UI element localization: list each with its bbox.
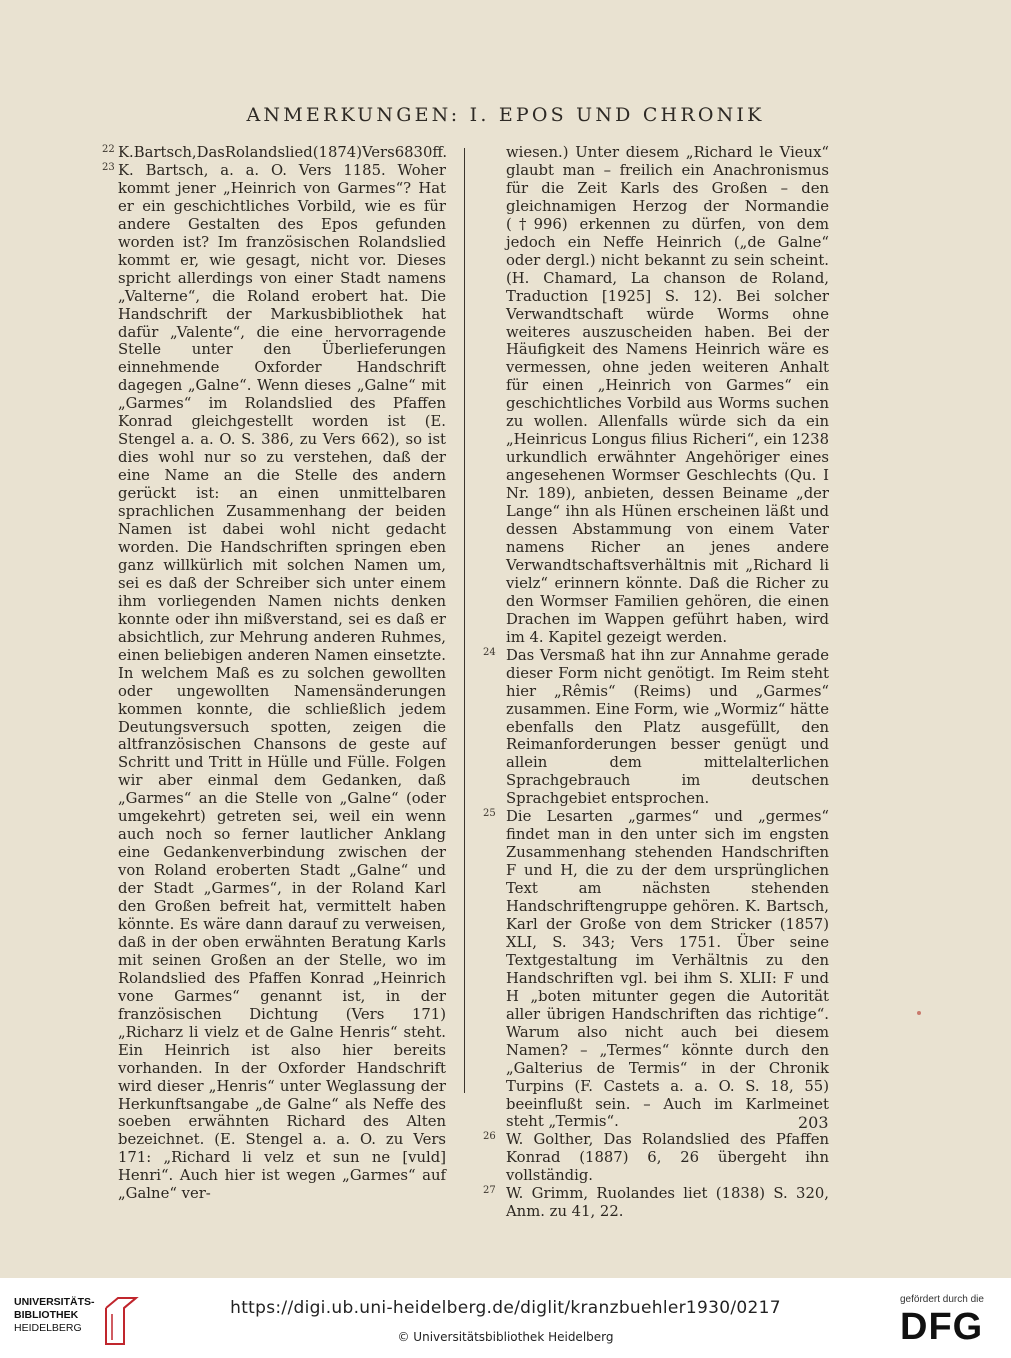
footnote-text: Das Versmaß hat ihn zur Annahme gerade dieser Form nicht genötigt. Im Reim steht hier „Rêmis“ (Reims) und „Garmes“ zusammen. Eine Form, wie „Wormiz“ hätte ebenfalls den Platz ausgefüllt, den Reimanforderungen besser genügt und allein dem mittelalterlichen Sprachgebrauch im deutschen Sprachgebiet entsprochen. xyxy=(506,646,829,808)
running-header: ANMERKUNGEN: I. EPOS UND CHRONIK xyxy=(246,104,765,126)
dfg-logo: DFG xyxy=(900,1306,984,1348)
funding-label: gefördert durch die xyxy=(900,1294,984,1305)
footnote-text: K. Bartsch, a. a. O. Vers 1185. Woher kommt jener „Heinrich von Garmes“? Hat er ein geschichtliches Vorbild, wie es für andere Gestalten des Epos gefunden worden ist? Im französischen Rolandslied kommt er, wie gesagt, nicht vor. Dieses spricht allerdings von einer Stadt namens „Valterne“, die Roland erobert hat. Die Handschrift der Markusbibliothek hat dafür „Valente“, die eine hervorragende Stelle unter den Überlieferungen einnehmende Oxforder Handschrift dagegen „Galne“. Wenn dieses „Galne“ mit „Garmes“ im Rolandslied des Pfaffen Konrad gleichgestellt worden ist (E. Stengel a. a. O. S. 386, zu Vers 662), so ist dies wohl nur so zu verstehen, daß der eine Name an die Stelle des andern gerückt ist: an einen unmittelbaren sprachlichen Zusammenhang der beiden Namen ist dabei wohl nicht gedacht worden. Die Handschriften springen eben ganz willkürlich mit solchen Namen um, sei es daß der Schreiber sich unter einem ihm vorliegenden Namen nichts denken konnte oder ihn mißverstand, sei es daß er absichtlich, zur Mehrung anderen Ruhmes, einen beliebigen anderen Namen einsetzte. In welchem Maß es zu solchen gewollten oder ungewollten Namensänderungen kommen konnte, die schließlich jedem Deutungsversuch spotten, zeigen die altfranzösischen Chansons de geste auf Schritt und Tritt in Hülle und Fülle. Folgen wir aber einmal dem Gedanken, daß „Garmes“ an die Stelle von „Galne“ (oder umgekehrt) getreten sei, weil ein wenn auch noch so ferner lautlicher Anklang eine Gedankenverbindung zwischen der von Roland eroberten Stadt „Galne“ und der Stadt „Garmes“, in der Roland Karl den Großen befreit hat, vermittelt haben könnte. Es wäre dann darauf zu verweisen, daß in der oben erwähnten Beratung Karls mit seinen Großen an der Stelle, wo im Rolandslied des Pfaffen Konrad „Heinrich vone Garmes“ genannt ist, in der französischen Dichtung (Vers 171) „Richarz li vielz et de Galne Henris“ steht. Ein Heinrich ist also hier bereits vorhanden. In der Oxforder Handschrift wird dieser „Henris“ unter Weglassung der Herkunftsangabe „de Galne“ als Neffe des soeben erwähnten Richard des Alten bezeichnet. (E. Stengel a. a. O. zu Vers 171: „Richard li velz et sun ne [vuld] Henri“. Auch hier ist wegen „Garmes“ auf „Galne“ ver- xyxy=(118,161,446,1203)
paper-speck xyxy=(917,1011,921,1015)
dfg-funding[interactable] xyxy=(900,1294,1000,1347)
library-name-line3: HEIDELBERG xyxy=(14,1322,82,1334)
page-number: 203 xyxy=(798,1113,829,1132)
column-divider xyxy=(464,148,465,1093)
footnote-25 xyxy=(482,808,829,1131)
footnote-23 xyxy=(104,162,446,1203)
footnote-number: 22 xyxy=(102,144,115,155)
footnote-number: 25 xyxy=(483,808,496,820)
footnote-number: 23 xyxy=(102,161,115,173)
footnote-22 xyxy=(104,144,446,162)
permalink-url[interactable]: https://digi.ub.uni-heidelberg.de/diglit/kranzbuehler1930/0217 xyxy=(230,1298,781,1318)
viewer-footer xyxy=(0,1278,1011,1358)
footnote-text: W. Grimm, Ruolandes liet (1838) S. 320, Anm. zu 41, 22. xyxy=(506,1185,829,1221)
copyright-notice: © Universitätsbibliothek Heidelberg xyxy=(397,1330,614,1344)
footnote-text: K.Bartsch,DasRolandslied(1874)Vers6830ff. xyxy=(118,144,448,161)
footnote-24 xyxy=(482,647,829,809)
footnote-text: W. Golther, Das Rolandslied des Pfaffen Konrad (1887) 6, 26 übergeht ihn vollständig. xyxy=(506,1131,829,1185)
library-name-line1: UNIVERSITÄTS- xyxy=(14,1296,95,1308)
right-column xyxy=(482,144,829,1221)
library-name-line2: BIBLIOTHEK xyxy=(14,1309,79,1321)
footnote-23-continued: wiesen.) Unter diesem „Richard le Vieux“ glaubt man – freilich ein Anachronismus für die Zeit Karls des Großen – den gleichnamigen Herzog der Normandie (†996) erkennen zu dürfen, von dem jedoch ein Neffe Heinrich („de Galne“ oder dergl.) nicht bekannt zu sein scheint. (H. Chamard, La chanson de Roland, Traduction [1925] S. 12). Bei solcher Verwandtschaft würde Worms ohne weiteres auszuscheiden haben. Bei der Häufigkeit des Namens Heinrich wäre es vermessen, ohne jeden weiteren Anhalt für einen „Heinrich von Garmes“ ein geschichtliches Vorbild aus Worms suchen zu wollen. Allenfalls würde sich da ein „Heinricus Longus filius Richeri“, ein 1238 urkundlich erwähnter Angehöriger eines angesehenen Wormser Geschlechts (Qu. I Nr. 189), anbieten, dessen Beiname „der Lange“ ihn als Hünen erscheinen läßt und dessen Abstammung von einem Vater namens Richer an jenes andere Verwandtschaftsverhältnis mit „Richard li vielz“ erinnern könnte. Daß die Richer zu den Wormser Familien gehören, die einen Drachen im Wappen geführt haben, wird im 4. Kapitel gezeigt werden. xyxy=(506,144,829,646)
footnote-number: 26 xyxy=(483,1131,496,1143)
footnote-number: 27 xyxy=(483,1185,496,1197)
footnote-26 xyxy=(482,1131,829,1185)
footnote-27 xyxy=(482,1185,829,1221)
footnote-number: 24 xyxy=(483,646,496,658)
left-column xyxy=(104,144,446,1203)
footnote-text: Die Lesarten „garmes“ und „germes“ findet man in den unter sich im engsten Zusammenhang stehenden Handschriften F und H, die zu der dem ursprünglichen Text am nächsten stehenden Handschriftengruppe gehören. K. Bartsch, Karl der Große von dem Stricker (1857) XLI, S. 343; Vers 1751. Über seine Textgestaltung im Verhältnis zu den Handschriften vgl. bei ihm S. XLII: F und H „boten mitunter gegen die Autorität aller übrigen Handschriften das richtige“. Warum also nicht auch bei diesem Namen? – „Termes“ könnte durch den „Galterius de Termis“ in der Chronik Turpins (F. Castets a. a. O. S. 18, 55) beeinflußt sein. – Auch im Karlmeinet steht „Termis“. xyxy=(506,808,829,1131)
